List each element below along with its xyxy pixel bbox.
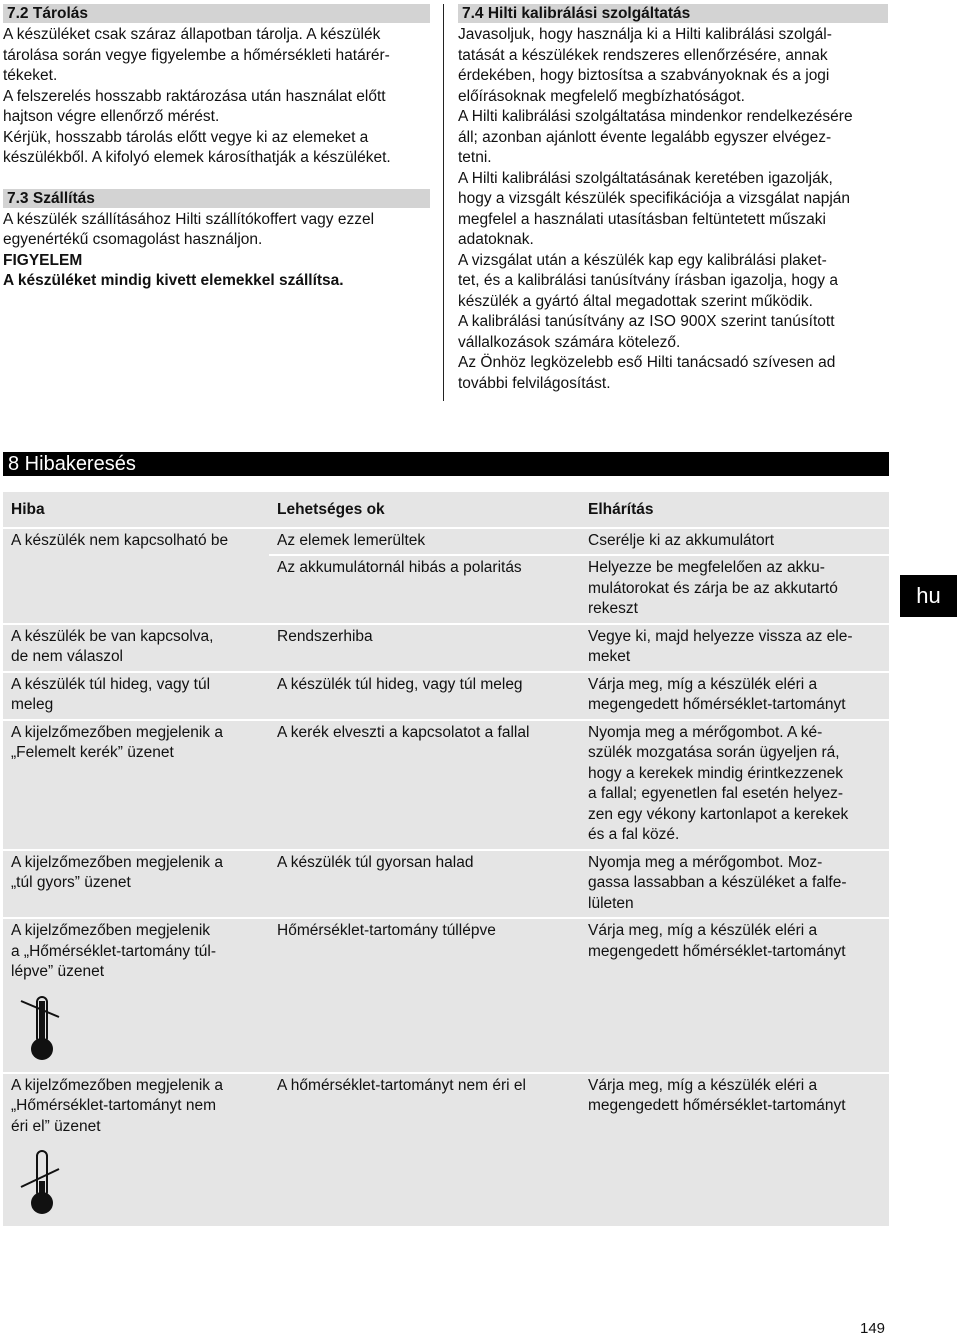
section-7-3-title: 7.3 Szállítás [3,189,430,208]
cell-line: A készülék be van kapcsolva, [11,627,214,645]
warning-text: A készüléket mindig kivett elemekkel szállítsa. [3,272,344,289]
cell-remedy [580,850,889,919]
text-line: adatoknak. [458,231,534,248]
cell-remedy [580,555,889,624]
cell-fault [3,672,269,720]
text-line: Az Önhöz legközelebb eső Hilti tanácsadó szívesen ad [458,354,836,371]
section-7-4-title: 7.4 Hilti kalibrálási szolgáltatás [458,4,888,23]
section-7-4-body [458,25,888,394]
text-line: A Hilti kalibrálási szolgáltatása mindenkor rendelkezésére [458,108,853,125]
left-column [3,4,430,292]
cell-line: Cserélje ki az akkumulátort [588,531,775,549]
thermometer-over-range-icon [11,993,71,1063]
thermometer-under-range-icon [11,1147,71,1217]
text-line: előírásoknak megfelelő megbízhatóságot. [458,87,745,105]
text-line: A felszerelés hosszabb raktározása után használat előtt [3,87,386,105]
cell-fault [3,1073,269,1227]
cell-line: A kijelzőmezőben megjelenik a [11,723,223,741]
cell-line: megengedett hőmérséklet-tartományt [588,942,846,960]
cell-line: Várja meg, míg a készülék eléri a [588,1076,818,1094]
text-line: megfelel a használati utasításban feltüntetett műszaki [458,210,826,228]
cell-cause [269,720,580,850]
cell-line: Várja meg, míg a készülék eléri a [588,675,818,693]
cell-line: „Hőmérséklet-tartományt nem [11,1097,217,1114]
cell-line: mulátorokat és zárja be az akkutartó [588,579,838,597]
text-line: tet, és a kalibrálási tanúsítvány írásban igazolja, hogy a [458,272,838,289]
cell-line: Nyomja meg a mérőgombot. A ké- [588,723,823,741]
text-line: tetni. [458,149,492,166]
cell-line: A készülék nem kapcsolható be [11,531,229,549]
cell-line: Az akkumulátornál hibás a polaritás [277,559,522,576]
table-header-row [3,492,889,528]
right-column [458,4,888,394]
text-line: tárolása során vegye figyelembe a hőmérsékleti határér- [3,46,390,64]
cell-line: meket [588,648,631,665]
cell-fault [3,850,269,919]
warning-title: FIGYELEM [3,251,83,269]
chapter-title: 8 Hibakeresés [3,452,889,476]
cell-line: Hőmérséklet-tartomány túllépve [277,922,496,939]
troubleshooting-table [3,492,889,1226]
cell-line: zen egy vékony kartonlapot a kerekek [588,805,849,823]
cell-line: megengedett hőmérséklet-tartományt [588,1097,846,1114]
cell-line: Helyezze be megfelelően az akku- [588,559,825,576]
cell-line: Nyomja meg a mérőgombot. Moz- [588,853,823,871]
text-line: A készüléket csak száraz állapotban tárolja. A készülék [3,26,381,43]
cell-cause [269,528,580,556]
cell-cause [269,672,580,720]
text-line: készülék a gyártó által megadottak szerint működik. [458,292,813,310]
cell-line: A kijelzőmezőben megjelenik [11,922,211,939]
cell-line: A kerék elveszti a kapcsolatot a fallal [277,723,530,741]
cell-line: de nem válaszol [11,648,124,665]
section-7-2-body [3,25,430,169]
cell-fault [3,528,269,556]
cell-cause [269,555,580,624]
page-number: 149 [860,1320,886,1337]
text-line: készülékből. A kifolyó elemek károsíthatják a készüléket. [3,149,391,166]
text-line: hogy a vizsgált készülék specifikációja a vizsgálat napján [458,190,851,207]
cell-line: A készülék túl hideg, vagy túl meleg [277,675,523,693]
column-header-cause: Lehetséges ok [269,492,580,528]
cell-remedy [580,720,889,850]
section-7-2-title: 7.2 Tárolás [3,4,430,23]
cell-remedy [580,918,889,1073]
cell-fault [3,918,269,1073]
cell-remedy [580,624,889,672]
cell-cause [269,850,580,919]
language-tab: hu [900,575,957,617]
cell-line: Rendszerhiba [277,627,373,645]
text-line: Kérjük, hosszabb tárolás előtt vegye ki az elemeket a [3,128,369,146]
cell-line: szülék mozgatása során ügyeljen rá, [588,744,840,761]
cell-line: a fallal; egyenetlen fal esetén helyez- [588,785,844,802]
cell-line: hogy a kerekek mindig érintkezzenek [588,764,844,782]
cell-line: A készülék túl gyorsan halad [277,853,474,871]
cell-fault [3,624,269,672]
cell-line: gassa lassabban a készüléket a falfe- [588,874,847,891]
text-line: érdekében, hogy biztosítsa a szabványoknak és a jogi [458,67,830,84]
text-line: további felvilágosítást. [458,374,611,392]
cell-remedy [580,528,889,556]
cell-cause [269,624,580,672]
text-line: tékeket. [3,67,58,84]
cell-line: a „Hőmérséklet-tartomány túl- [11,942,217,960]
cell-line: „túl gyors” üzenet [11,874,131,891]
text-line: A kalibrálási tanúsítvány az ISO 900X szerint tanúsított [458,313,835,330]
table-row [3,720,889,850]
cell-line: A kijelzőmezőben megjelenik a [11,1076,223,1094]
cell-line: Az elemek lemerültek [277,531,426,549]
cell-cause [269,1073,580,1227]
cell-remedy [580,1073,889,1227]
column-header-remedy: Elhárítás [580,492,889,528]
table-row [3,918,889,1073]
cell-line: A kijelzőmezőben megjelenik a [11,853,223,871]
table-row [3,1073,889,1227]
cell-line: meleg [11,696,54,713]
text-line: A Hilti kalibrálási szolgáltatásának keretében igazolják, [458,169,833,187]
text-line: vállalkozások számára kötelező. [458,333,681,351]
section-7-3-body [3,210,430,292]
table-row [3,528,889,556]
cell-line: Várja meg, míg a készülék eléri a [588,922,818,939]
table-row [3,850,889,919]
cell-fault [3,720,269,850]
cell-line: lépve” üzenet [11,963,105,980]
cell-line: A készülék túl hideg, vagy túl [11,675,211,693]
text-line: hajtson végre ellenőrző mérést. [3,108,220,125]
cell-line: rekeszt [588,600,638,617]
cell-line: lületen [588,894,634,912]
cell-line: megengedett hőmérséklet-tartományt [588,696,846,713]
text-line: Javasoljuk, hogy használja ki a Hilti kalibrálási szolgál- [458,26,832,43]
cell-remedy [580,672,889,720]
column-divider [443,4,444,401]
cell-fault [3,555,269,624]
cell-cause [269,918,580,1073]
cell-line: Vegye ki, majd helyezze vissza az ele- [588,627,853,645]
cell-line: és a fal közé. [588,826,680,843]
text-line: tatását a készülékek rendszeres ellenőrzésére, annak [458,46,828,64]
table-row [3,555,889,624]
table-row [3,624,889,672]
column-header-fault: Hiba [3,492,269,528]
table-row [3,672,889,720]
text-line: A készülék szállításához Hilti szállítókoffert vagy ezzel [3,210,375,228]
text-line: egyenértékű csomagolást használjon. [3,231,263,248]
text-line: A vizsgálat után a készülék kap egy kalibrálási plaket- [458,251,827,269]
cell-line: „Felemelt kerék” üzenet [11,744,174,761]
text-line: áll; azonban ajánlott évente legalább egyszer elvégez- [458,128,832,146]
cell-line: A hőmérséklet-tartományt nem éri el [277,1076,526,1094]
cell-line: éri el” üzenet [11,1117,101,1135]
